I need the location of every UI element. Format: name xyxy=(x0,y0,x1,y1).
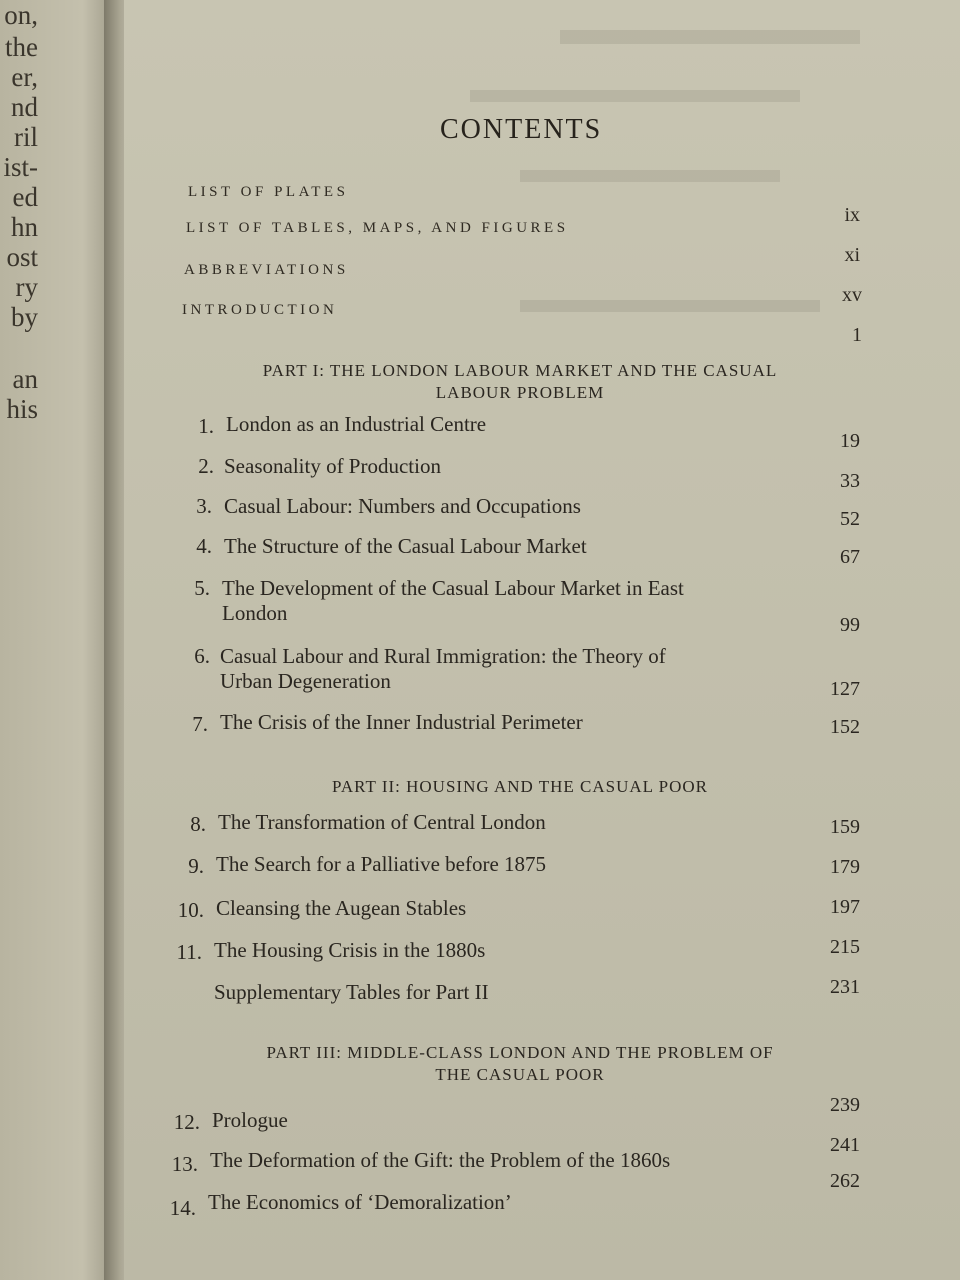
chapter-title: The Crisis of the Inner Industrial Perimeter xyxy=(220,710,583,734)
chapter-number: 8. xyxy=(190,812,206,836)
left-facing-page xyxy=(0,0,118,1280)
chapter-title xyxy=(222,576,684,626)
chapter-page: 241 xyxy=(830,1134,860,1156)
chapter-title-line: The Development of the Casual Labour Market in East xyxy=(222,576,684,600)
part-heading xyxy=(160,1042,880,1086)
front-matter-label: ABBREVIATIONS xyxy=(184,262,349,278)
part-heading xyxy=(170,776,870,798)
front-matter-label: LIST OF PLATES xyxy=(188,184,349,200)
chapter-page: 67 xyxy=(840,546,860,568)
part-heading-line: PART III: MIDDLE-CLASS LONDON AND THE PROBLEM OF xyxy=(266,1043,774,1062)
part-heading xyxy=(170,360,870,404)
chapter-number: 10. xyxy=(177,898,204,922)
chapter-title: The Structure of the Casual Labour Market xyxy=(224,534,587,558)
chapter-page: 127 xyxy=(830,678,860,700)
chapter-page: 179 xyxy=(830,856,860,878)
front-matter-label: INTRODUCTION xyxy=(182,302,338,318)
front-matter-page: xv xyxy=(842,284,862,306)
left-page-fragment: the xyxy=(5,32,38,62)
chapter-page: 262 xyxy=(830,1170,860,1192)
left-page-fragment: his xyxy=(6,394,38,424)
show-through-shadow xyxy=(520,300,820,312)
chapter-number: 12. xyxy=(173,1110,200,1134)
chapter-page: 215 xyxy=(830,936,860,958)
chapter-title: London as an Industrial Centre xyxy=(226,412,487,436)
chapter-page: 159 xyxy=(830,816,860,838)
left-page-fragment: on, xyxy=(4,0,38,30)
chapter-page: 33 xyxy=(840,470,860,492)
part-heading-line: PART II: HOUSING AND THE CASUAL POOR xyxy=(332,777,708,796)
left-page-fragment: ist- xyxy=(3,152,38,182)
front-matter-page: ix xyxy=(844,204,860,226)
left-page-fragment: ril xyxy=(14,122,38,152)
chapter-title: The Deformation of the Gift: the Problem of the 1860s xyxy=(210,1148,671,1172)
front-matter-label: LIST OF TABLES, MAPS, AND FIGURES xyxy=(186,220,569,236)
left-page-fragment: by xyxy=(11,302,38,332)
chapter-title-line: Casual Labour and Rural Immigration: the Theory of xyxy=(220,644,666,668)
left-page-fragment: ry xyxy=(15,272,38,302)
part-heading-line: THE CASUAL POOR xyxy=(435,1065,605,1084)
front-matter-page: xi xyxy=(844,244,860,266)
chapter-page: 239 xyxy=(830,1094,860,1116)
left-page-fragment: an xyxy=(12,364,38,394)
chapter-title: Seasonality of Production xyxy=(224,454,441,478)
chapter-title-line: Urban Degeneration xyxy=(220,669,391,693)
chapter-page: 52 xyxy=(840,508,860,530)
chapter-number: 13. xyxy=(171,1152,198,1176)
left-page-fragment: ost xyxy=(6,242,38,272)
chapter-page: 231 xyxy=(830,976,860,998)
chapter-page: 197 xyxy=(830,896,860,918)
show-through-shadow xyxy=(560,30,860,44)
chapter-number: 4. xyxy=(196,534,212,558)
chapter-number: 6. xyxy=(194,644,210,668)
chapter-title xyxy=(220,644,666,694)
page-title: CONTENTS xyxy=(440,114,603,145)
chapter-title: The Search for a Palliative before 1875 xyxy=(216,852,547,876)
part-heading-line: LABOUR PROBLEM xyxy=(435,383,605,402)
chapter-number: 14. xyxy=(169,1196,196,1220)
front-matter-page: 1 xyxy=(852,324,862,346)
chapter-number: 9. xyxy=(188,854,204,878)
chapter-number: 1. xyxy=(198,414,214,438)
chapter-title: The Housing Crisis in the 1880s xyxy=(214,938,486,962)
left-page-fragment: nd xyxy=(11,92,38,122)
chapter-title: Casual Labour: Numbers and Occupations xyxy=(224,494,581,518)
chapter-number: 2. xyxy=(198,454,214,478)
chapter-page: 152 xyxy=(830,716,860,738)
chapter-number: 5. xyxy=(194,576,210,600)
part-heading-line: PART I: THE LONDON LABOUR MARKET AND THE CASUAL xyxy=(262,361,778,380)
show-through-shadow xyxy=(470,90,800,102)
chapter-title: The Transformation of Central London xyxy=(218,810,546,834)
chapter-title: Supplementary Tables for Part II xyxy=(214,980,489,1004)
chapter-page: 99 xyxy=(840,614,860,636)
chapter-title-line: London xyxy=(222,601,288,625)
left-page-fragment: hn xyxy=(11,212,38,242)
chapter-number: 3. xyxy=(196,494,212,518)
chapter-title: Prologue xyxy=(212,1108,288,1132)
chapter-number: 11. xyxy=(176,940,202,964)
left-page-fragment: ed xyxy=(12,182,38,212)
chapter-number: 7. xyxy=(192,712,208,736)
left-page-fragment: er, xyxy=(11,62,38,92)
chapter-title: Cleansing the Augean Stables xyxy=(216,896,467,920)
chapter-title: The Economics of ‘Demoralization’ xyxy=(208,1190,512,1214)
chapter-page: 19 xyxy=(840,430,860,452)
show-through-shadow xyxy=(520,170,780,182)
